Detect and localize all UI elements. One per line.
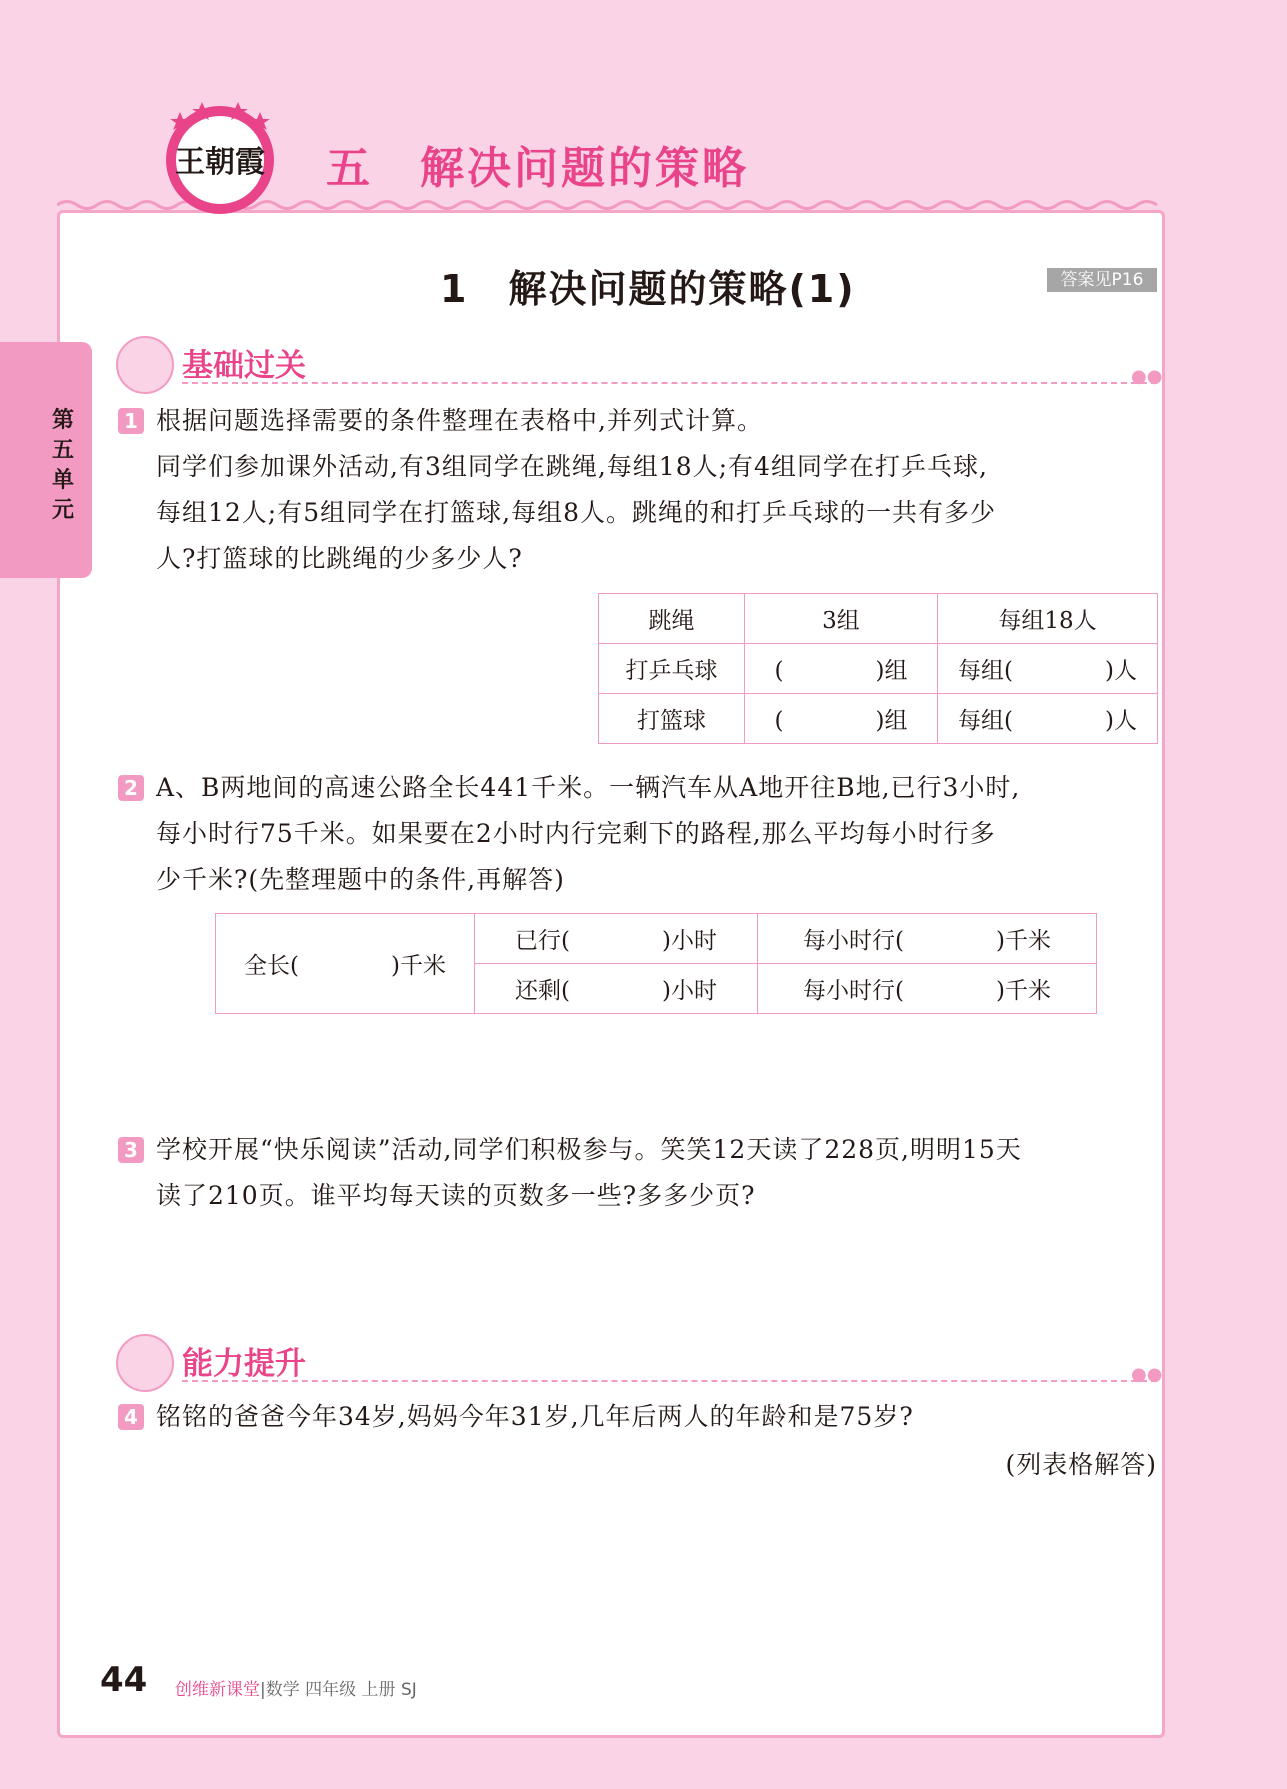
footer-subject: |数学 四年级 上册 SJ	[260, 1680, 417, 1700]
text-line: 每小时行75千米。如果要在2小时内行完剩下的路程,那么平均每小时行多	[156, 819, 996, 848]
answer-hint: (列表格解答)	[1005, 1450, 1157, 1479]
table-cell: 每小时行( )千米	[758, 914, 1097, 964]
logo-text: 王朝霞	[175, 145, 265, 180]
table-cell: ( )组	[745, 644, 938, 694]
mascot-icon	[116, 336, 174, 394]
dots-icon: ●●	[1131, 366, 1163, 387]
section-title: 能力提升	[182, 1338, 306, 1383]
text-line: 学校开展“快乐阅读”活动,同学们积极参与。笑笑12天读了228页,明明15天	[156, 1135, 1022, 1164]
table-cell: 3组	[745, 594, 938, 644]
text-line: 读了210页。谁平均每天读的页数多一些?多多少页?	[156, 1181, 756, 1210]
section-header-advanced	[116, 1334, 1166, 1394]
text-line: 铭铭的爸爸今年34岁,妈妈今年31岁,几年后两人的年龄和是75岁?	[156, 1402, 914, 1431]
question-number: 1	[118, 408, 144, 434]
lesson-title: 1 解决问题的策略(1)	[440, 267, 856, 311]
table-cell: 已行( )小时	[475, 914, 758, 964]
table-cell: 跳绳	[599, 594, 745, 644]
question-number: 3	[118, 1137, 144, 1163]
section-header-basic	[116, 336, 1166, 396]
question-number: 2	[118, 775, 144, 801]
unit-title: 五 解决问题的策略	[326, 143, 749, 194]
question-1-text	[156, 398, 1159, 582]
table-cell: ( )组	[745, 694, 938, 744]
dashed-divider	[182, 382, 1157, 384]
dashed-divider	[182, 1380, 1157, 1382]
text-line: 人?打篮球的比跳绳的少多少人?	[156, 544, 523, 573]
q1-table	[598, 593, 1158, 744]
footer-info	[175, 1675, 417, 1700]
answer-tag: 答案见P16	[1047, 268, 1157, 292]
text-line: 每组12人;有5组同学在打篮球,每组8人。跳绳的和打乒乓球的一共有多少	[156, 498, 996, 527]
mascot-icon	[116, 1334, 174, 1392]
side-tab	[0, 342, 92, 578]
table-cell: 每组( )人	[938, 644, 1158, 694]
question-number: 4	[118, 1404, 144, 1430]
dots-icon: ●●	[1131, 1364, 1163, 1385]
table-cell: 每小时行( )千米	[758, 964, 1097, 1014]
side-tab-label: 第五单元	[51, 408, 74, 523]
footer-brand: 创维新课堂	[175, 1680, 260, 1700]
table-cell: 每组18人	[938, 594, 1158, 644]
question-3-text	[156, 1127, 1159, 1219]
text-line: 根据问题选择需要的条件整理在表格中,并列式计算。	[156, 406, 763, 435]
table-cell: 还剩( )小时	[475, 964, 758, 1014]
table-cell: 每组( )人	[938, 694, 1158, 744]
question-2-text	[156, 765, 1159, 903]
q2-table	[215, 913, 1097, 1014]
table-cell: 打篮球	[599, 694, 745, 744]
brand-logo	[160, 98, 280, 216]
question-4-text	[156, 1394, 1159, 1440]
table-cell: 打乒乓球	[599, 644, 745, 694]
text-line: 少千米?(先整理题中的条件,再解答)	[156, 865, 565, 894]
text-line: 同学们参加课外活动,有3组同学在跳绳,每组18人;有4组同学在打乒乓球,	[156, 452, 988, 481]
section-title: 基础过关	[182, 340, 306, 385]
page-number: 44	[100, 1660, 148, 1700]
table-cell: 全长( )千米	[216, 914, 475, 1014]
text-line: A、B两地间的高速公路全长441千米。一辆汽车从A地开往B地,已行3小时,	[156, 773, 1021, 802]
